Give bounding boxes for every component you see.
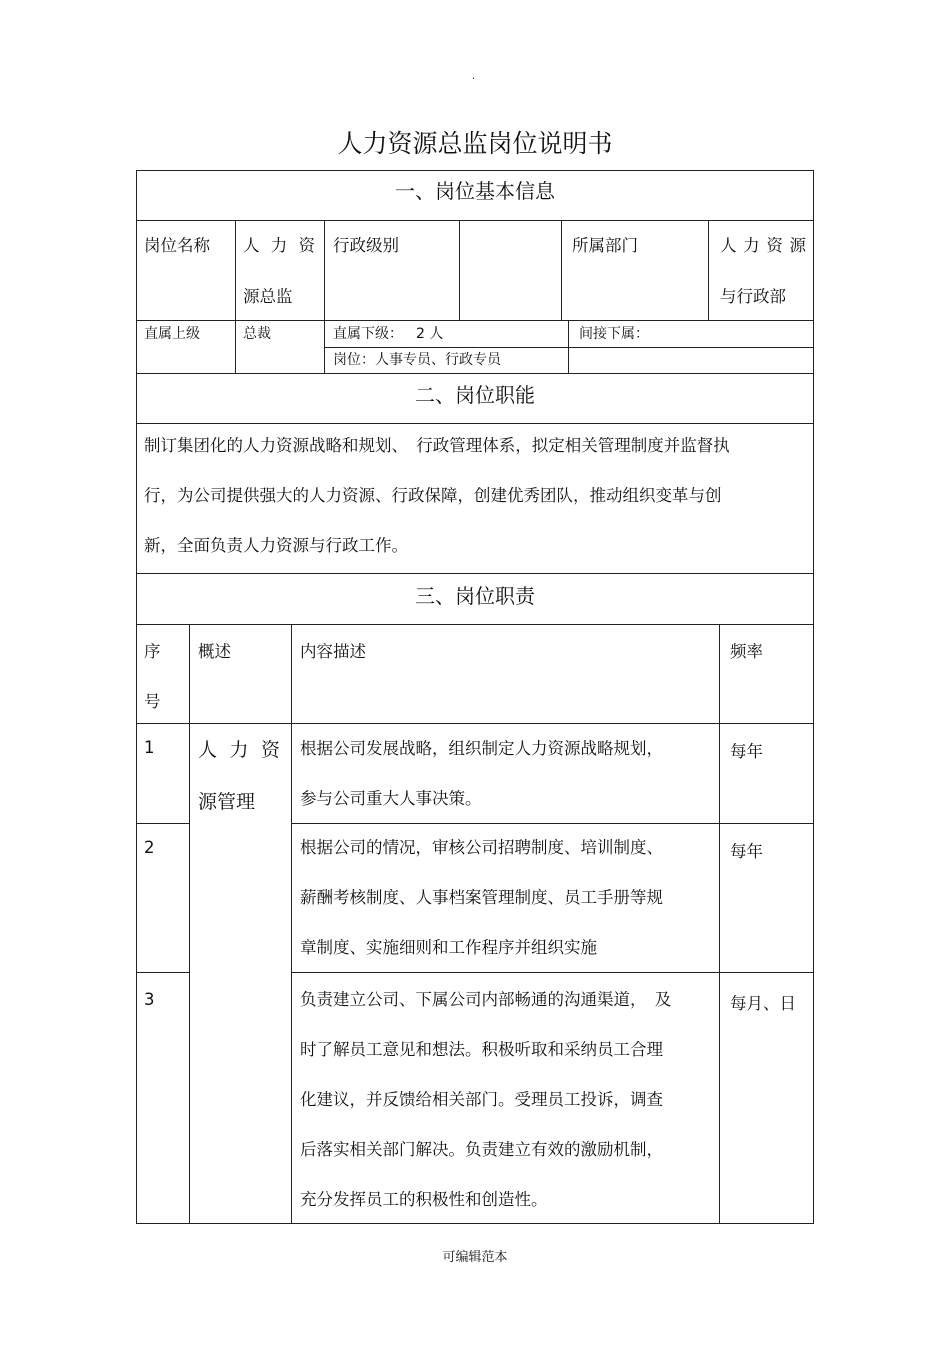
row-2-frequency: 每年 (730, 842, 763, 861)
row-2-content-line1: 根据公司的情况，审核公司招聘制度、培训制度、 (300, 838, 663, 857)
group-label-line1: 人力资 (198, 739, 280, 761)
section3-heading: 三、岗位职责 (415, 584, 535, 608)
row-1-content-line2: 参与公司重大人事决策。 (300, 789, 482, 808)
position-name-value-line1: 人力资 (243, 236, 315, 255)
department-value-line1: 人力资源 (720, 236, 806, 255)
superior-value: 总裁 (243, 326, 271, 342)
row-3-content-line4: 后落实相关部门解决。负责建立有效的激励机制， (300, 1140, 663, 1159)
indirect-subordinates-label: 间接下属： (579, 326, 649, 342)
position-name-label: 岗位名称 (144, 236, 210, 255)
function-line-3: 新，全面负责人力资源与行政工作。 (144, 536, 408, 555)
row-3-number: 3 (144, 990, 155, 1009)
column-no-line2: 号 (144, 692, 161, 711)
subordinates-value: 2 人 (416, 326, 444, 342)
row-3-frequency: 每月、日 (730, 994, 796, 1013)
function-line-1: 制订集团化的人力资源战略和规划、 行政管理体系，拟定相关管理制度并监督执 (144, 436, 730, 455)
row-3-content-line3: 化建议，并反馈给相关部门。受理员工投诉，调查 (300, 1090, 663, 1109)
row-1-frequency: 每年 (730, 742, 763, 761)
job-description-table (136, 170, 814, 1223)
row-2-content-line3: 章制度、实施细则和工作程序并组织实施 (300, 938, 597, 957)
header-mark: . (472, 71, 476, 82)
column-summary: 概述 (198, 642, 231, 661)
row-1-number: 1 (144, 738, 155, 757)
department-value-line2: 与行政部 (720, 287, 786, 306)
column-content: 内容描述 (300, 642, 366, 661)
row-3-content-line1: 负责建立公司、下属公司内部畅通的沟通渠道， 及 (300, 990, 672, 1009)
row-2-number: 2 (144, 838, 155, 857)
row-3-content-line5: 充分发挥员工的积极性和创造性。 (300, 1190, 548, 1209)
section1-heading: 一、岗位基本信息 (395, 179, 555, 203)
subordinate-posts: 岗位：人事专员、行政专员 (333, 352, 501, 368)
document-title: 人力资源总监岗位说明书 (337, 129, 613, 158)
department-label: 所属部门 (572, 236, 638, 255)
column-no-line1: 序 (144, 642, 161, 661)
page-footer: 可编辑范本 (442, 1250, 508, 1265)
row-3-content-line2: 时了解员工意见和想法。积极听取和采纳员工合理 (300, 1040, 663, 1059)
subordinates-label: 直属下级： (333, 326, 403, 342)
function-line-2: 行，为公司提供强大的人力资源、行政保障，创建优秀团队，推动组织变革与创 (144, 486, 722, 505)
column-frequency: 频率 (730, 642, 763, 661)
position-name-value-line2: 源总监 (243, 287, 293, 306)
group-label-line2: 源管理 (198, 791, 256, 813)
row-1-content-line1: 根据公司发展战略，组织制定人力资源战略规划， (300, 739, 663, 758)
section2-heading: 二、岗位职能 (415, 383, 535, 407)
admin-level-label: 行政级别 (333, 236, 399, 255)
superior-label: 直属上级 (144, 326, 200, 342)
row-2-content-line2: 薪酬考核制度、人事档案管理制度、员工手册等规 (300, 888, 663, 907)
